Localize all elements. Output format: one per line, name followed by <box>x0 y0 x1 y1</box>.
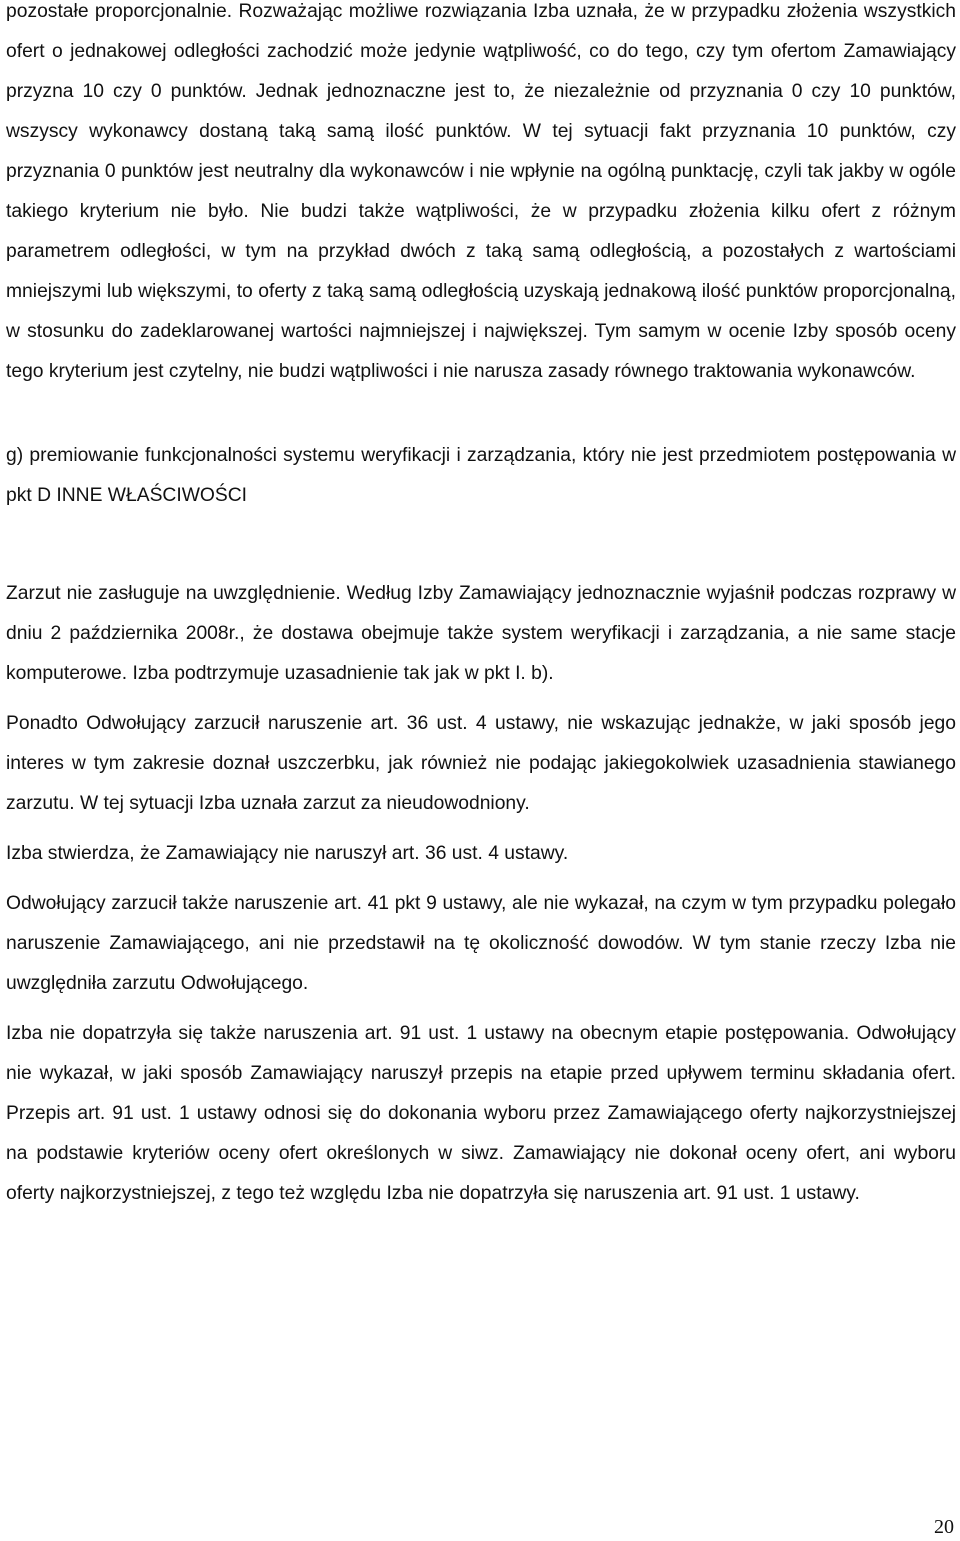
paragraph-art-36-conclusion: Izba stwierdza, że Zamawiający nie naruszył art. 36 ust. 4 ustawy. <box>6 843 569 864</box>
document-page <box>6 0 956 1214</box>
paragraph-proportional-scoring: pozostałe proporcjonalnie. Rozważając możliwe rozwiązania Izba uznała, że w przypadku złożenia wszystkich ofert o jednakowej odległości zachodzić może jedynie wątpliwość, co do tego, czy tym ofertom Zamawiający przyzna 10 czy 0 punktów. Jednak jednoznaczne jest to, że niezależnie od przyznania 0 czy 10 punktów, wszyscy wykonawcy dostaną taką samą ilość punktów. W tej sytuacji fakt przyznania 10 punktów, czy przyznania 0 punktów jest neutralny dla wykonawców i nie wpłynie na ogólną punktację, czyli tak jakby w ogóle takiego kryterium nie było. Nie budzi także wątpliwości, że w przypadku złożenia kilku ofert z różnym parametrem odległości, w tym na przykład dwóch z taką samą odległością, a pozostałych z wartościami mniejszymi lub większymi, to oferty z taką samą odległością uzyskają jednakową ilość punktów proporcjonalną, w stosunku do zadeklarowanej wartości najmniejszej i największej. Tym samym w ocenie Izby sposób oceny tego kryterium jest czytelny, nie budzi wątpliwości i nie narusza zasady równego traktowania wykonawców. <box>6 1 956 382</box>
paragraph-art-36: Ponadto Odwołujący zarzucił naruszenie art. 36 ust. 4 ustawy, nie wskazując jednakże, w jaki sposób jego interes w tym zakresie doznał uszczerbku, jak również nie podając jakiegokolwiek uzasadnienia stawianego zarzutu. W tej sytuacji Izba uznała zarzut za nieudowodniony. <box>6 713 956 814</box>
paragraph-art-91: Izba nie dopatrzyła się także naruszenia art. 91 ust. 1 ustawy na obecnym etapie postępowania. Odwołujący nie wykazał, w jaki sposób Zamawiający naruszył przepis na etapie przed upływem terminu składania ofert. Przepis art. 91 ust. 1 ustawy odnosi się do dokonania wyboru przez Zamawiającego oferty najkorzystniejszej na podstawie kryteriów oceny ofert określonych w siwz. Zamawiający nie dokonał oceny ofert, ani wyboru oferty najkorzystniejszej, z tego też względu Izba nie dopatrzyła się naruszenia art. 91 ust. 1 ustawy. <box>6 1023 956 1204</box>
paragraph-art-41: Odwołujący zarzucił także naruszenie art. 41 pkt 9 ustawy, ale nie wykazał, na czym w tym przypadku polegało naruszenie Zamawiającego, ani nie przedstawił na tę okoliczność dowodów. W tym stanie rzeczy Izba nie uwzględniła zarzutu Odwołującego. <box>6 893 956 994</box>
paragraph-point-g: g) premiowanie funkcjonalności systemu weryfikacji i zarządzania, który nie jest przedmiotem postępowania w pkt D INNE WŁAŚCIWOŚCI <box>6 445 956 506</box>
page-number: 20 <box>934 1516 954 1538</box>
paragraph-claim-rejected: Zarzut nie zasługuje na uwzględnienie. Według Izby Zamawiający jednoznacznie wyjaśnił podczas rozprawy w dniu 2 października 2008r., że dostawa obejmuje także system weryfikacji i zarządzania, a nie same stacje komputerowe. Izba podtrzymuje uzasadnienie tak jak w pkt I. b). <box>6 583 956 684</box>
